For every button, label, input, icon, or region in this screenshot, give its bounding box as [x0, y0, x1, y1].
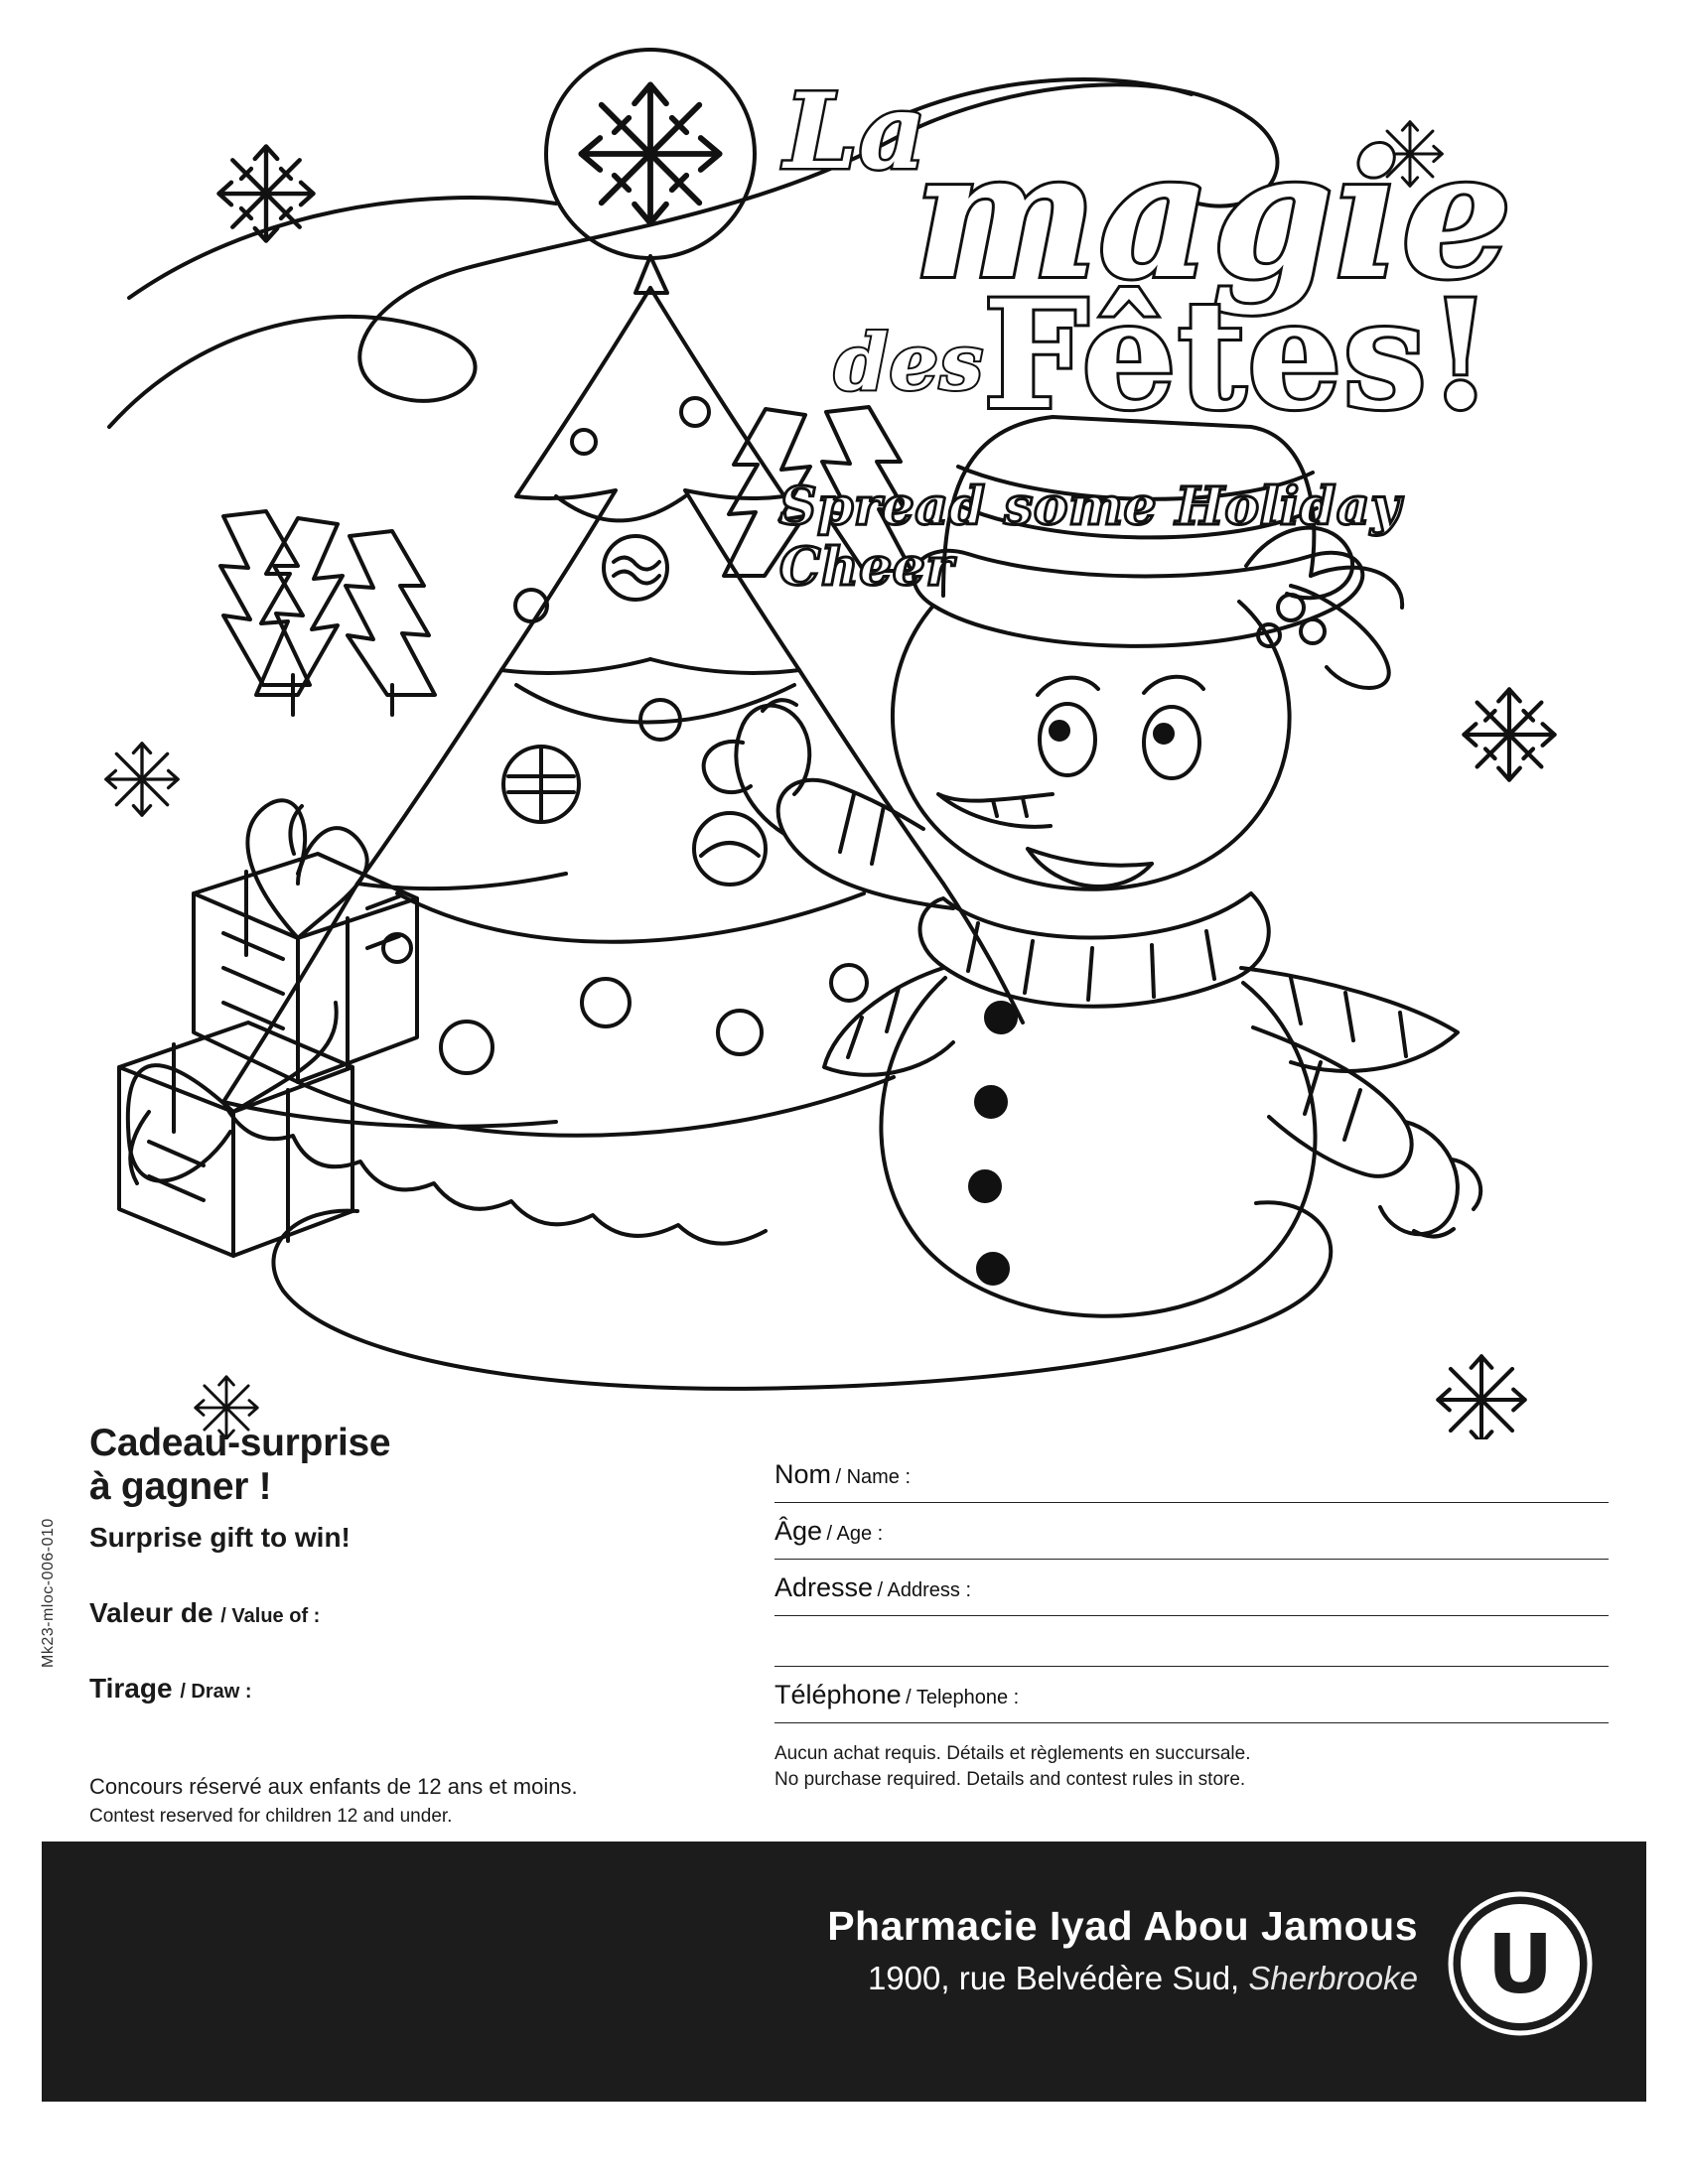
field-nom-label-fr: Nom [774, 1459, 832, 1489]
value-label-en: / Value of : [220, 1605, 321, 1628]
snow-ground [273, 1202, 1331, 1389]
field-adresse-label-fr: Adresse [774, 1572, 874, 1602]
uniprix-logo-icon [1446, 1889, 1595, 2038]
title-fetes: Fêtes! [983, 268, 1494, 443]
tree-topper [546, 50, 755, 293]
field-age[interactable] [774, 1516, 1609, 1560]
snowman [704, 417, 1481, 1316]
field-nom[interactable] [774, 1459, 1609, 1503]
prize-title [89, 1422, 705, 1508]
value-label-fr: Valeur de [89, 1597, 213, 1629]
footer-bar [42, 1842, 1646, 2102]
field-nom-input[interactable] [774, 1492, 1609, 1503]
footer-text [827, 1903, 1418, 1997]
field-adresse-input[interactable] [774, 1605, 1609, 1616]
svg-text:U: U [1486, 1918, 1554, 2012]
field-age-label-en: / Age : [826, 1523, 884, 1545]
field-adresse-line2-input[interactable] [774, 1656, 1609, 1667]
title-des: des [834, 318, 985, 408]
pharmacy-street: 1900, rue Belvédère Sud, [867, 1960, 1240, 1996]
fineprint-en: No purchase required. Details and contest rules in store. [774, 1768, 1246, 1790]
rules-fr: Concours réservé aux enfants de 12 ans et moins. [89, 1774, 578, 1800]
field-nom-label-en: / Name : [835, 1466, 912, 1488]
field-age-input[interactable] [774, 1549, 1609, 1560]
prize-subtitle: Surprise gift to win! [89, 1522, 351, 1554]
background-trees [220, 407, 912, 715]
form-fineprint [774, 1741, 1609, 1792]
field-adresse-label-en: / Address : [877, 1579, 972, 1601]
field-adresse[interactable] [774, 1572, 1609, 1616]
draw-line [89, 1673, 705, 1705]
prize-title-line1: Cadeau-surprise [89, 1422, 391, 1464]
prize-title-line2: à gagner ! [89, 1464, 272, 1508]
pharmacy-name: Pharmacie Iyad Abou Jamous [827, 1903, 1418, 1949]
rules-en: Contest reserved for children 12 and under. [89, 1806, 453, 1828]
document-code: Mk23-mloc-006-010 [40, 1518, 57, 1668]
field-adresse-line2[interactable] [774, 1656, 1609, 1667]
title-la: La [784, 69, 927, 193]
title-magie: magie [914, 114, 1513, 318]
draw-label-fr: Tirage [89, 1673, 173, 1705]
pharmacy-city: Sherbrooke [1248, 1960, 1418, 1996]
fineprint-fr: Aucun achat requis. Détails et règlements en succursale. [774, 1743, 1251, 1764]
title-tagline: Spread some Holiday Cheer [779, 477, 1401, 598]
pharmacy-address [827, 1960, 1418, 1997]
field-telephone[interactable] [774, 1680, 1609, 1723]
field-telephone-input[interactable] [774, 1712, 1609, 1723]
field-telephone-label-en: / Telephone : [906, 1687, 1020, 1708]
prize-info [89, 1422, 705, 1828]
entry-form [774, 1459, 1609, 1792]
draw-label-en: / Draw : [180, 1681, 252, 1704]
field-telephone-label-fr: Téléphone [774, 1680, 902, 1709]
field-age-label-fr: Âge [774, 1516, 823, 1546]
value-line [89, 1597, 705, 1629]
wind-swirls [109, 79, 1277, 427]
christmas-tree [223, 288, 1023, 1244]
